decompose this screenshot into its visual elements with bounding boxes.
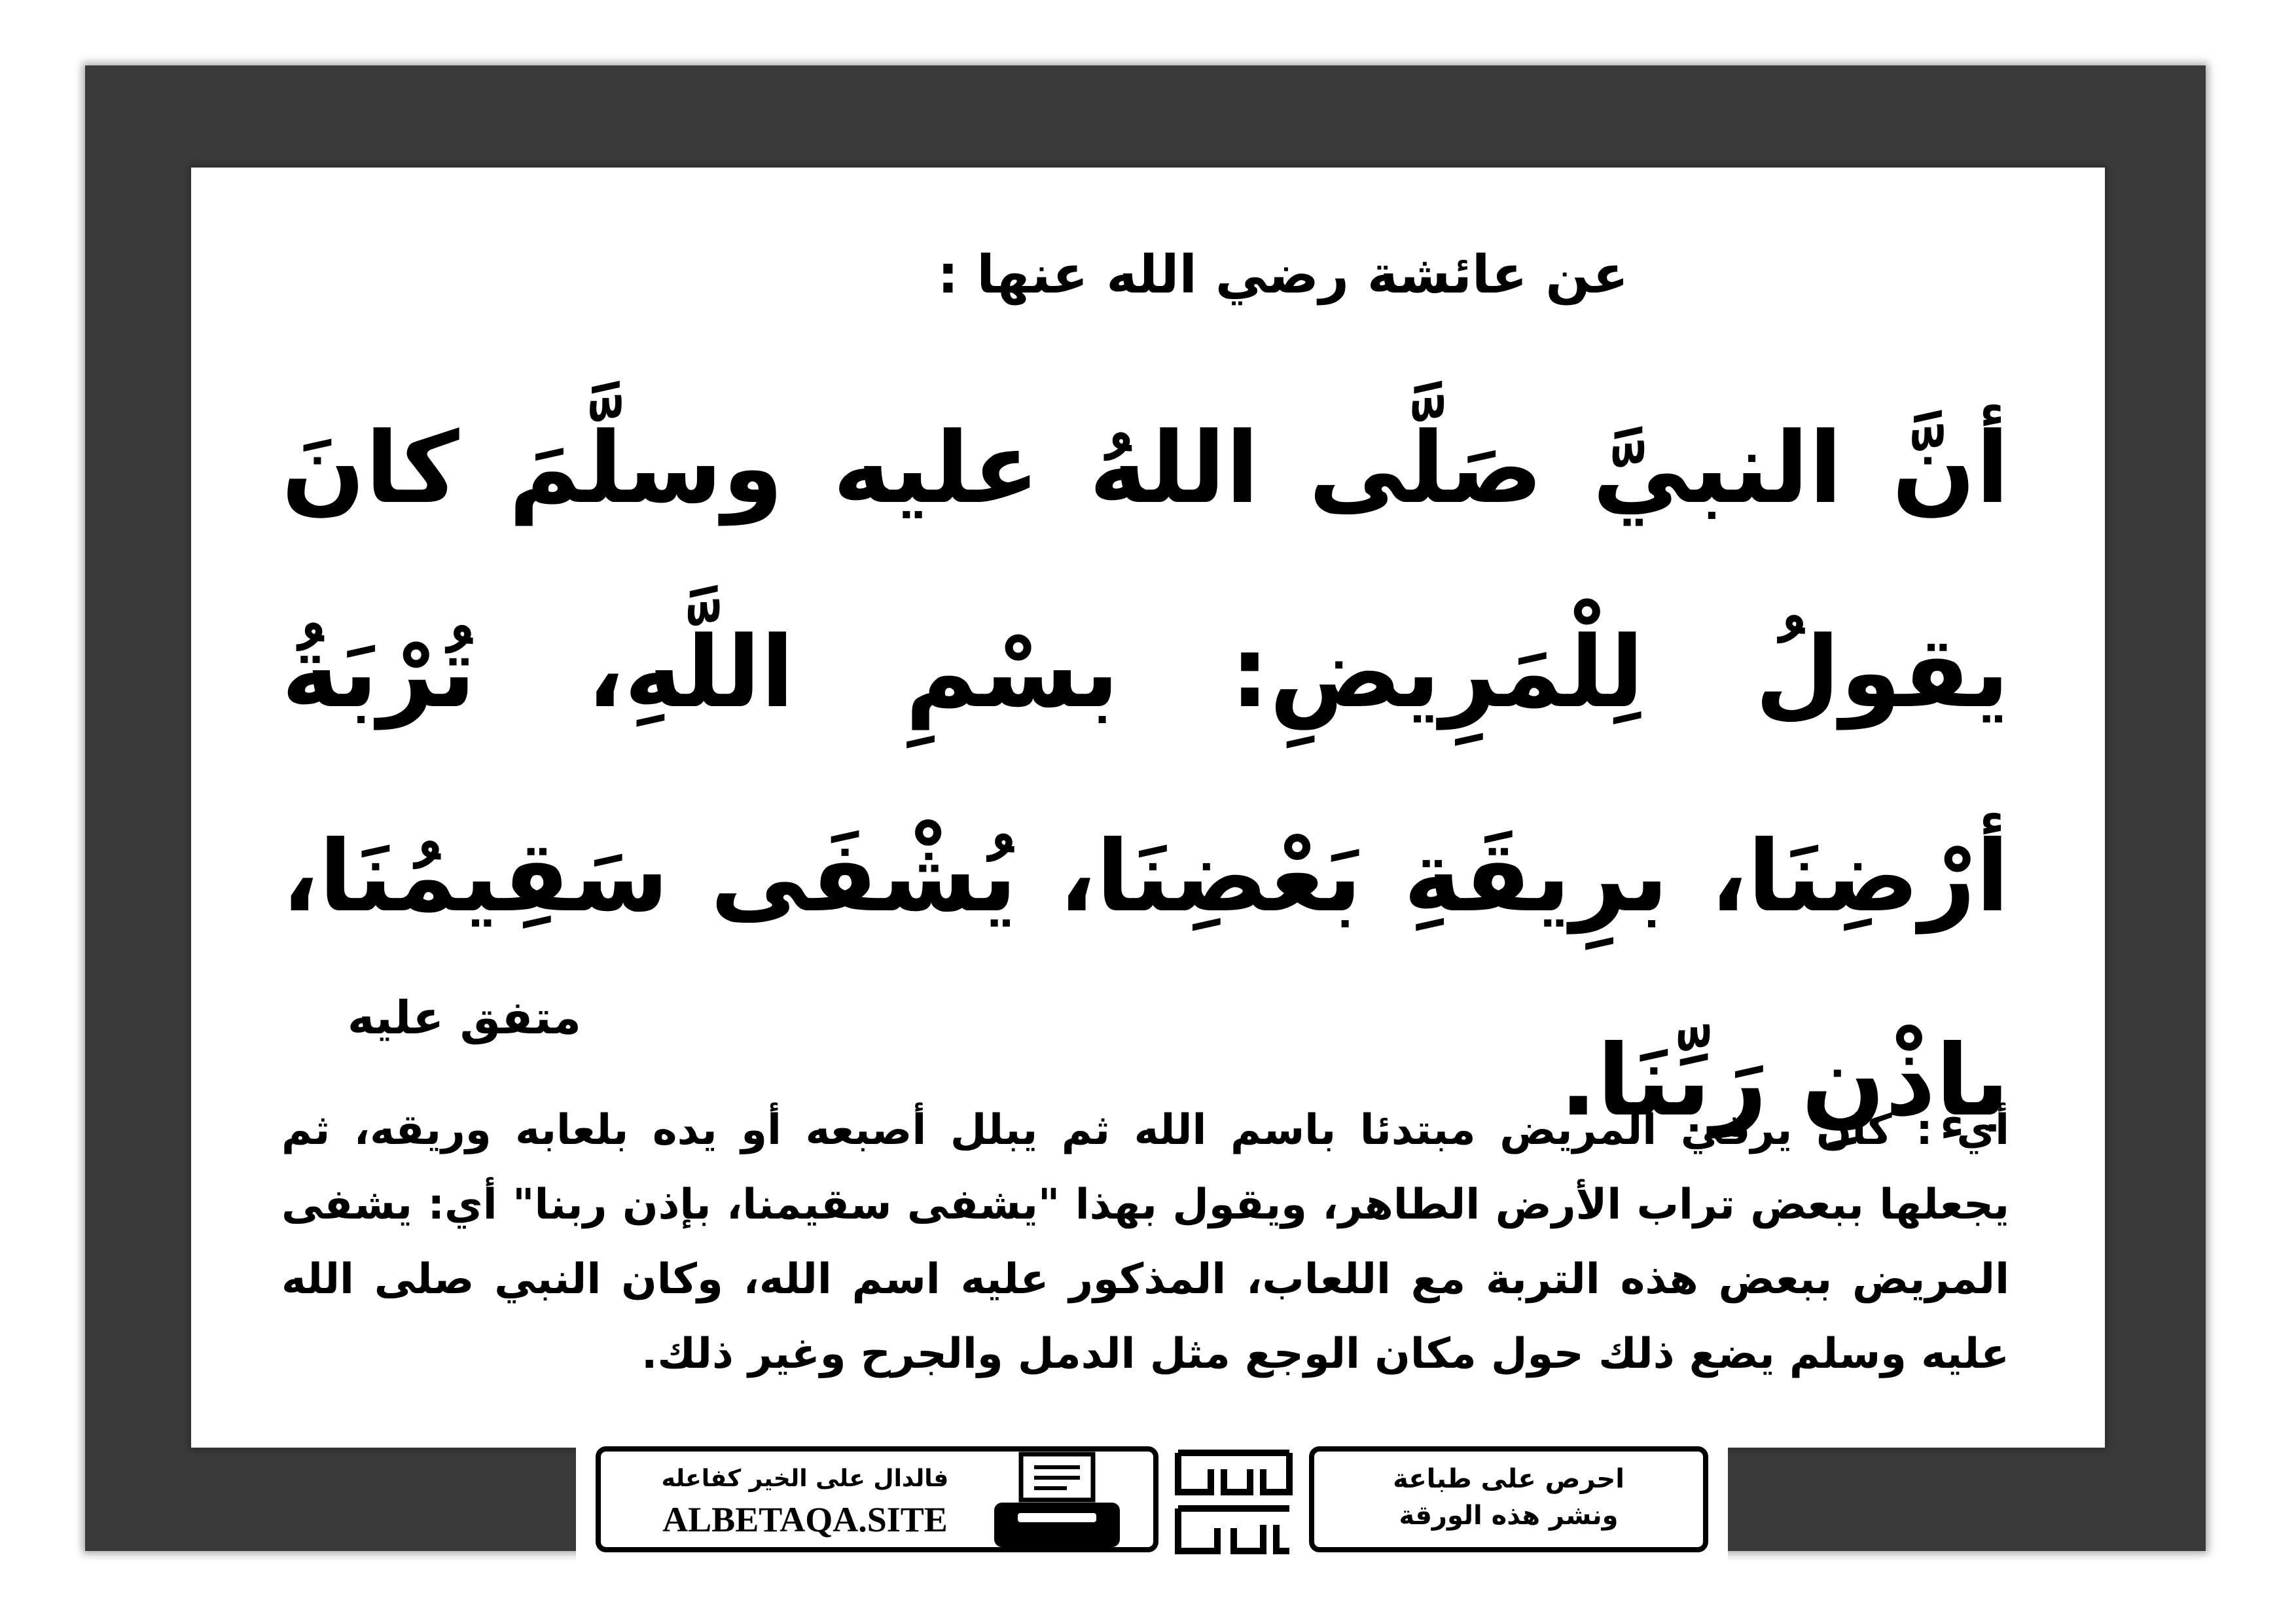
- hadith-source: متفق عليه: [347, 991, 581, 1044]
- site-url[interactable]: ALBETAQA.SITE: [662, 1500, 948, 1539]
- print-note-line1: احرص على طباعة: [1393, 1464, 1624, 1494]
- printer-icon: [992, 1452, 1122, 1550]
- narrator-heading: عن عائشة رضي الله عنها :: [937, 244, 1628, 305]
- dawa-logo-icon: [1172, 1443, 1296, 1558]
- print-note-line2: ونشر هذه الورقة: [1399, 1501, 1619, 1531]
- hadith-text: أنَّ النبيَّ صَلَّى اللهُ عليه وسلَّمَ كانَ يقولُ لِلْمَرِيضِ: بسْمِ اللَّهِ، تُرْبَةُ أرْضِنَا، برِيقَةِ بَعْضِنَا، يُشْفَى سَقِيمُنَا، بإذْنِ رَبِّنَا.: [281, 412, 2009, 1138]
- site-tagline: فالدال على الخير كفاعله: [661, 1465, 949, 1492]
- print-note: [1322, 1461, 1695, 1534]
- explanation-text: أي : كان يرقي المريض مبتدئا باسم الله ثم يبلل أصبعه أو يده بلعابه وريقه، ثم يجعلها ببعض تراب الأرض الطاهر، ويقول بهذا "يشفى سقيمنا، بإذن ربنا" أي: يشفى المريض ببعض هذه التربة مع اللعاب، المذكور عليه اسم الله، وكان النبي صلى الله عليه وسلم يضع ذلك حول مكان الوجع مثل الدمل والجرح وغير ذلك.: [281, 1106, 2009, 1378]
